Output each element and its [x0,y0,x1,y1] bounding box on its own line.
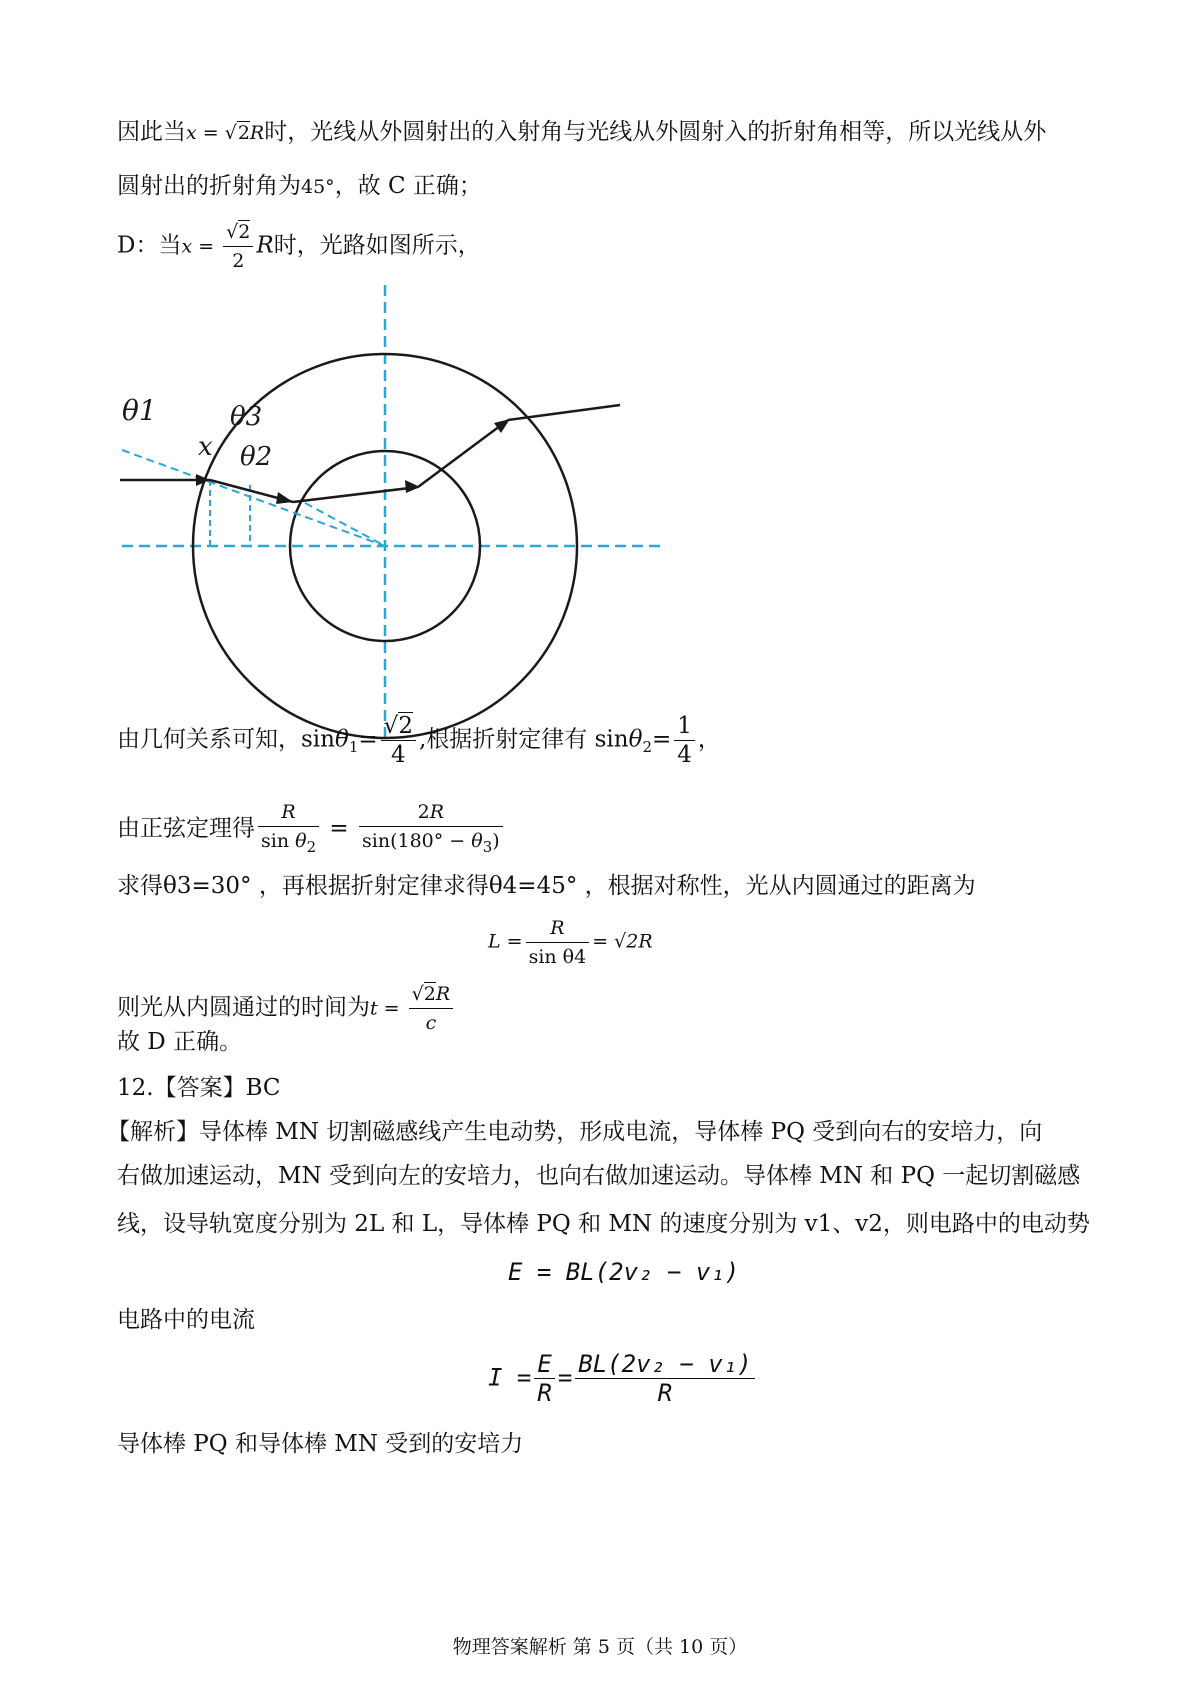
paragraph-line-2: 圆射出的折射角为45°，故 C 正确； [117,173,482,199]
page-footer: 物理答案解析 第 5 页（共 10 页） [452,1636,748,1658]
fraction-sqrt2R-over-c: $\frac{√2R}{c}$ [409,980,454,1037]
paragraph-line-5: 由正弦定理得 $\frac{R}{\sin \theta_2}$ = $\frac{2R}{\sin(180^\circ - \theta_3)}$ [117,798,506,861]
ray-through-inner [293,487,418,502]
fraction-1-over-4: $\frac{1}{4}$ [674,712,695,769]
equation-emf: E = BL(2v₂ − v₁) [508,1258,740,1286]
answer-heading: 12.【答案】BC [117,1075,281,1101]
equation-current: I = $\frac{E}{R}$ = $\frac{\text{BL(2v₂ − v₁)}}{R}$ [488,1350,758,1407]
normal-inner [305,503,385,546]
analysis-line-2: 右做加速运动，MN 受到向左的安培力，也向右做加速运动。导体棒 MN 和 PQ 一起切割磁感 [117,1163,1081,1189]
math-x-eq-sqrt2R: x [186,122,197,144]
fraction-sqrt2-over-2: $\frac{√2}{2}$ [223,218,253,275]
analysis-line-3: 线，设导轨宽度分别为 2L 和 L，导体棒 PQ 和 MN 的速度分别为 v1、v2，则电路中的电动势 [117,1211,1090,1237]
optical-diagram [110,280,670,740]
label-theta3: θ3 [230,402,263,432]
exit-ray [508,405,620,420]
label-theta2: θ2 [240,442,273,472]
fraction-sqrt2-over-4: $\frac{√2}{4}$ [381,712,416,769]
paragraph-force: 导体棒 PQ 和导体棒 MN 受到的安培力 [117,1431,524,1457]
paragraph-line-3: D：当x = $\frac{√2}{2}$ R时，光路如图所示， [117,218,481,275]
fraction-R-over-sin-theta2: $\frac{R}{\sin \theta_2}$ [258,798,319,861]
paragraph-line-6: 求得θ3=30° ，再根据折射定律求得θ4=45° ，根据对称性，光从内圆通过的距离为 [117,873,976,899]
label-theta1: θ1 [122,394,157,427]
paragraph-current: 电路中的电流 [117,1307,255,1333]
ray-to-outer [418,420,508,487]
analysis-line-1: 【解析】导体棒 MN 切割磁感线产生电动势，形成电流，导体棒 PQ 受到向右的安培力，向 [107,1119,1043,1145]
paragraph-line-9: 故 D 正确。 [117,1029,243,1055]
label-x: x [198,432,213,462]
paragraph-line-8: 则光从内圆通过的时间为t = $\frac{√2R}{c}$ [117,980,456,1037]
paragraph-line-1: 因此当x = √2R时，光线从外圆射出的入射角与光线从外圆射入的折射角相等，所以光线从外 [117,119,1047,145]
fraction-2R-over-sin: $\frac{2R}{\sin(180^\circ - \theta_3)}$ [359,798,503,861]
arrow-refracted [276,492,293,504]
arrow-outer [494,419,510,433]
paragraph-line-4: 由几何关系可知，sinθ$_1$= $\frac{√2}{4}$ ,根据折射定律有 sinθ$_2$= $\frac{1}{4}$ ， [117,713,721,768]
formula-L: L = $\frac{R}{\text{sin θ4}}$ = √2R [488,914,653,971]
